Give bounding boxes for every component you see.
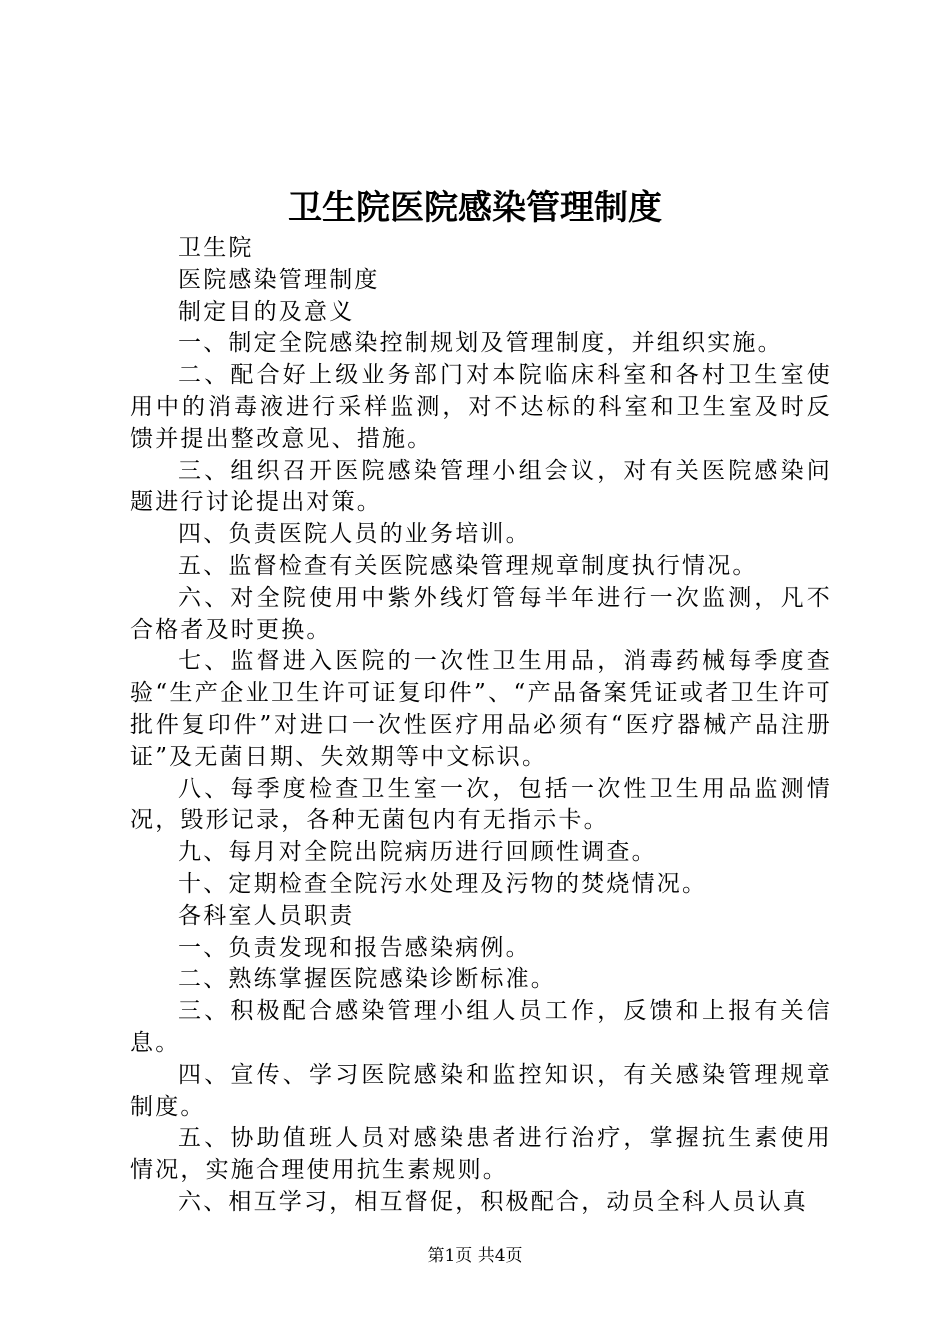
paragraph: 一、负责发现和报告感染病例。	[178, 934, 531, 961]
paragraph: 各科室人员职责	[178, 902, 355, 929]
paragraph: 三、组织召开医院感染管理小组会议，对有关医院感染问题进行讨论提出对策。	[130, 457, 832, 516]
paragraph: 三、积极配合感染管理小组人员工作，反馈和上报有关信息。	[130, 998, 832, 1056]
document-body	[130, 233, 832, 1219]
paragraph: 卫生院	[178, 235, 254, 261]
paragraph: 四、负责医院人员的业务培训。	[178, 521, 531, 548]
paragraph: 二、熟练掌握医院感染诊断标准。	[178, 966, 556, 993]
paragraph: 一、制定全院感染控制规划及管理制度，并组织实施。	[178, 330, 783, 357]
paragraph: 四、宣传、学习医院感染和监控知识，有关感染管理规章制度。	[130, 1061, 832, 1120]
paragraph: 六、对全院使用中紫外线灯管每半年进行一次监测，凡不合格者及时更换。	[130, 584, 832, 643]
paragraph: 五、监督检查有关医院感染管理规章制度执行情况。	[178, 552, 758, 579]
page-footer: 第1页 共4页	[427, 1246, 523, 1266]
paragraph: 五、协助值班人员对感染患者进行治疗，掌握抗生素使用情况，实施合理使用抗生素规则。	[130, 1125, 832, 1184]
paragraph: 七、监督进入医院的一次性卫生用品，消毒药械每季度查验“生产企业卫生许可证复印件”、“产品备案凭证或者卫生许可批件复印件”对进口一次性医疗用品必须有“医疗器械产品注册证”及无菌日期、失效期等中文标识。	[130, 648, 832, 770]
paragraph: 医院感染管理制度	[178, 266, 380, 293]
paragraph: 九、每月对全院出院病历进行回顾性调查。	[178, 839, 657, 866]
document-title: 卫生院医院感染管理制度	[288, 188, 662, 228]
paragraph: 六、相互学习，相互督促，积极配合，动员全科人员认真	[178, 1188, 808, 1215]
paragraph: 二、配合好上级业务部门对本院临床科室和各村卫生室使用中的消毒液进行采样监测，对不达标的科室和卫生室及时反馈并提出整改意见、措施。	[130, 362, 832, 452]
paragraph: 八、每季度检查卫生室一次，包括一次性卫生用品监测情况，毁形记录，各种无菌包内有无指示卡。	[130, 775, 832, 834]
paragraph: 制定目的及意义	[178, 298, 355, 325]
paragraph: 十、定期检查全院污水处理及污物的焚烧情况。	[178, 870, 708, 897]
